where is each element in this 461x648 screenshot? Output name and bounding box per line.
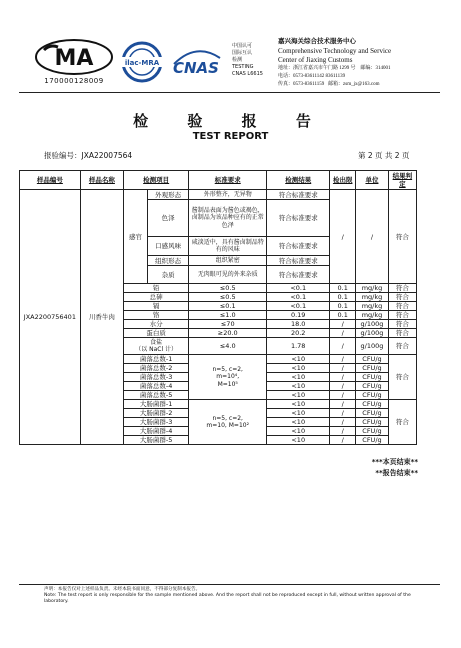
result-cell: 符合标准要求 <box>267 190 330 200</box>
unit-cell: CFU/g <box>356 382 389 391</box>
company-postcode: 邮编：314001 <box>360 66 391 71</box>
company-address: 地址：浙江省嘉兴市午门路 1299 号 <box>278 66 356 71</box>
cma-logo <box>32 38 116 90</box>
item-cell: 铬 <box>124 311 189 320</box>
result-cell: 符合标准要求 <box>267 256 330 266</box>
unit-cell: CFU/g <box>356 436 389 445</box>
verdict-cell: 符合 <box>388 320 416 329</box>
svg-text:CNAS: CNAS <box>173 59 219 77</box>
result-cell: <10 <box>267 427 330 436</box>
item-cell: 菌落总数-2 <box>124 364 189 373</box>
end-of-page-mark: ***本页结束** <box>371 458 418 466</box>
item-cell: 大肠菌群-5 <box>124 436 189 445</box>
req-cell: n=5, c=2, m=10⁴, M=10⁵ <box>189 355 267 400</box>
accreditation-text <box>232 43 263 78</box>
col-result: 检测结果 <box>267 171 330 190</box>
col-limit: 检出限 <box>330 171 356 190</box>
note-cn: 声明：本报告仅对上述样品负责。未经本院书面同意，不得部分复制本报告。 <box>44 587 201 592</box>
req-cell: ≥20.0 <box>189 329 267 338</box>
item-cell: 色泽 <box>147 200 188 237</box>
verdict-cell: 符合 <box>388 190 416 284</box>
unit-cell: CFU/g <box>356 400 389 409</box>
unit-cell: mg/kg <box>356 284 389 293</box>
table-header-row <box>20 171 417 190</box>
company-name-cn: 嘉兴海关综合技术服务中心 <box>278 38 356 45</box>
limit-cell: / <box>330 418 356 427</box>
limit-cell: 0.1 <box>330 293 356 302</box>
report-number: 报验编号：JXA22007564 <box>44 151 133 160</box>
result-cell: <10 <box>267 418 330 427</box>
result-cell: 1.78 <box>267 338 330 355</box>
report-title: 检 验 报 告 <box>133 112 328 130</box>
result-cell: 18.0 <box>267 320 330 329</box>
cnas-logo <box>168 44 224 80</box>
company-address-line <box>278 65 458 73</box>
limit-cell: / <box>330 364 356 373</box>
verdict-cell: 符合 <box>388 338 416 355</box>
item-cell: 镉 <box>124 302 189 311</box>
limit-cell: / <box>330 373 356 382</box>
req-cell: 酱制品表面为酱色或褐色，卤制品为该品种应有的正常色泽 <box>189 200 267 237</box>
unit-cell: g/100g <box>356 320 389 329</box>
sample-name-cell: 川香牛肉 <box>80 190 123 445</box>
result-cell: 符合标准要求 <box>267 266 330 284</box>
unit-cell: / <box>356 190 389 284</box>
req-cell: ≤4.0 <box>189 338 267 355</box>
result-cell: <0.1 <box>267 302 330 311</box>
result-cell: 20.2 <box>267 329 330 338</box>
accreditation-line: CNAS L6615 <box>232 71 263 77</box>
req-cell: ≤1.0 <box>189 311 267 320</box>
limit-cell: / <box>330 427 356 436</box>
limit-cell: / <box>330 320 356 329</box>
result-cell: <10 <box>267 400 330 409</box>
verdict-cell: 符合 <box>388 329 416 338</box>
company-email: 邮箱：zsm_jx@163.com <box>328 82 380 87</box>
unit-cell: mg/kg <box>356 302 389 311</box>
item-cell: 水分 <box>124 320 189 329</box>
logo-area <box>32 38 272 90</box>
svg-text:ilac-MRA: ilac-MRA <box>124 59 160 67</box>
col-verdict: 结果判定 <box>388 171 416 190</box>
req-cell: n=5, c=2, m=10, M=10² <box>189 400 267 445</box>
col-unit: 单位 <box>356 171 389 190</box>
accreditation-line: 检测 <box>232 57 243 63</box>
verdict-cell: 符合 <box>388 400 416 445</box>
item-cell: 大肠菌群-4 <box>124 427 189 436</box>
item-cell: 组织形态 <box>147 256 188 266</box>
result-cell: 符合标准要求 <box>267 200 330 237</box>
item-cell: 大肠菌群-3 <box>124 418 189 427</box>
limit-cell: / <box>330 190 356 284</box>
unit-cell: CFU/g <box>356 364 389 373</box>
company-fax: 传真：0573-83611159 <box>278 82 325 87</box>
company-name-en-2: Center of Jiaxing Customs <box>278 56 353 64</box>
limit-cell: / <box>330 391 356 400</box>
limit-cell: 0.1 <box>330 311 356 320</box>
result-cell: <10 <box>267 364 330 373</box>
svg-text:MA: MA <box>54 46 94 71</box>
limit-cell: / <box>330 355 356 364</box>
item-cell: 口感风味 <box>147 237 188 256</box>
limit-cell: 0.1 <box>330 302 356 311</box>
item-cell: 外观形态 <box>147 190 188 200</box>
unit-cell: CFU/g <box>356 355 389 364</box>
table-row <box>20 190 417 200</box>
item-cell: 大肠菌群-2 <box>124 409 189 418</box>
sample-id-cell: JXA2200756401 <box>20 190 81 445</box>
company-name-en-1: Comprehensive Technology and Service <box>278 47 392 55</box>
result-cell: 符合标准要求 <box>267 237 330 256</box>
limit-cell: 0.1 <box>330 284 356 293</box>
end-of-report-mark: **报告结束** <box>375 469 418 477</box>
result-cell: <10 <box>267 391 330 400</box>
verdict-cell: 符合 <box>388 302 416 311</box>
item-cell: 大肠菌群-1 <box>124 400 189 409</box>
result-cell: 0.19 <box>267 311 330 320</box>
limit-cell: / <box>330 338 356 355</box>
item-cell: 菌落总数-3 <box>124 373 189 382</box>
accreditation-line: TESTING <box>232 64 254 70</box>
unit-cell: mg/kg <box>356 311 389 320</box>
result-cell: <10 <box>267 382 330 391</box>
report-subtitle: TEST REPORT <box>192 131 269 142</box>
req-cell: ≤0.1 <box>189 302 267 311</box>
col-sample-id: 样品编号 <box>20 171 81 190</box>
unit-cell: CFU/g <box>356 418 389 427</box>
req-cell: 无肉眼可见的外来杂质 <box>189 266 267 284</box>
req-cell: 外形整齐，无异物 <box>189 190 267 200</box>
sensory-group-cell: 感官 <box>124 190 148 284</box>
company-tel: 电话：0573-83611142 83611139 <box>278 74 346 79</box>
item-cell: 总砷 <box>124 293 189 302</box>
req-cell: 咸淡适中，具有酱卤制品特有的风味 <box>189 237 267 256</box>
req-cell: ≤70 <box>189 320 267 329</box>
result-cell: <10 <box>267 436 330 445</box>
verdict-cell: 符合 <box>388 293 416 302</box>
result-cell: <0.1 <box>267 284 330 293</box>
req-cell: ≤0.5 <box>189 284 267 293</box>
unit-cell: CFU/g <box>356 391 389 400</box>
limit-cell: / <box>330 329 356 338</box>
footer-notes <box>44 587 416 605</box>
limit-cell: / <box>330 436 356 445</box>
unit-cell: mg/kg <box>356 293 389 302</box>
accreditation-line: 国际互认 <box>232 50 253 56</box>
result-cell: <10 <box>267 373 330 382</box>
company-contact-line <box>278 81 458 89</box>
accreditation-line: 中国认可 <box>232 43 253 49</box>
result-cell: <10 <box>267 409 330 418</box>
item-cell: 菌落总数-5 <box>124 391 189 400</box>
item-cell: 菌落总数-4 <box>124 382 189 391</box>
ilac-mra-logo <box>120 40 164 84</box>
limit-cell: / <box>330 400 356 409</box>
item-cell: 杂质 <box>147 266 188 284</box>
header-divider <box>19 92 440 93</box>
page-info: 第 2 页 共 2 页 <box>358 151 410 160</box>
verdict-cell: 符合 <box>388 355 416 400</box>
col-requirement: 标准要求 <box>189 171 267 190</box>
result-cell: <10 <box>267 355 330 364</box>
unit-cell: CFU/g <box>356 373 389 382</box>
footer-divider <box>19 584 440 585</box>
unit-cell: CFU/g <box>356 409 389 418</box>
limit-cell: / <box>330 382 356 391</box>
item-cell: 菌落总数-1 <box>124 355 189 364</box>
limit-cell: / <box>330 409 356 418</box>
item-cell: 蛋白质 <box>124 329 189 338</box>
note-en: Note: The test report is only responsible for the sample mentioned above. And the report shall not be reproduced except in full, without written approval of the laboratory. <box>44 593 411 604</box>
results-table <box>19 170 417 445</box>
unit-cell: g/100g <box>356 338 389 355</box>
verdict-cell: 符合 <box>388 284 416 293</box>
item-cell: 铅 <box>124 284 189 293</box>
unit-cell: g/100g <box>356 329 389 338</box>
req-cell: ≤0.5 <box>189 293 267 302</box>
unit-cell: CFU/g <box>356 427 389 436</box>
result-cell: <0.1 <box>267 293 330 302</box>
col-sample-name: 样品名称 <box>80 171 123 190</box>
verdict-cell: 符合 <box>388 311 416 320</box>
req-cell: 组织紧密 <box>189 256 267 266</box>
item-cell: 食盐 （以 NaCl 计） <box>124 338 189 355</box>
cma-number: 170000128009 <box>44 77 104 85</box>
company-block <box>278 38 458 89</box>
col-test-item: 检测项目 <box>124 171 189 190</box>
